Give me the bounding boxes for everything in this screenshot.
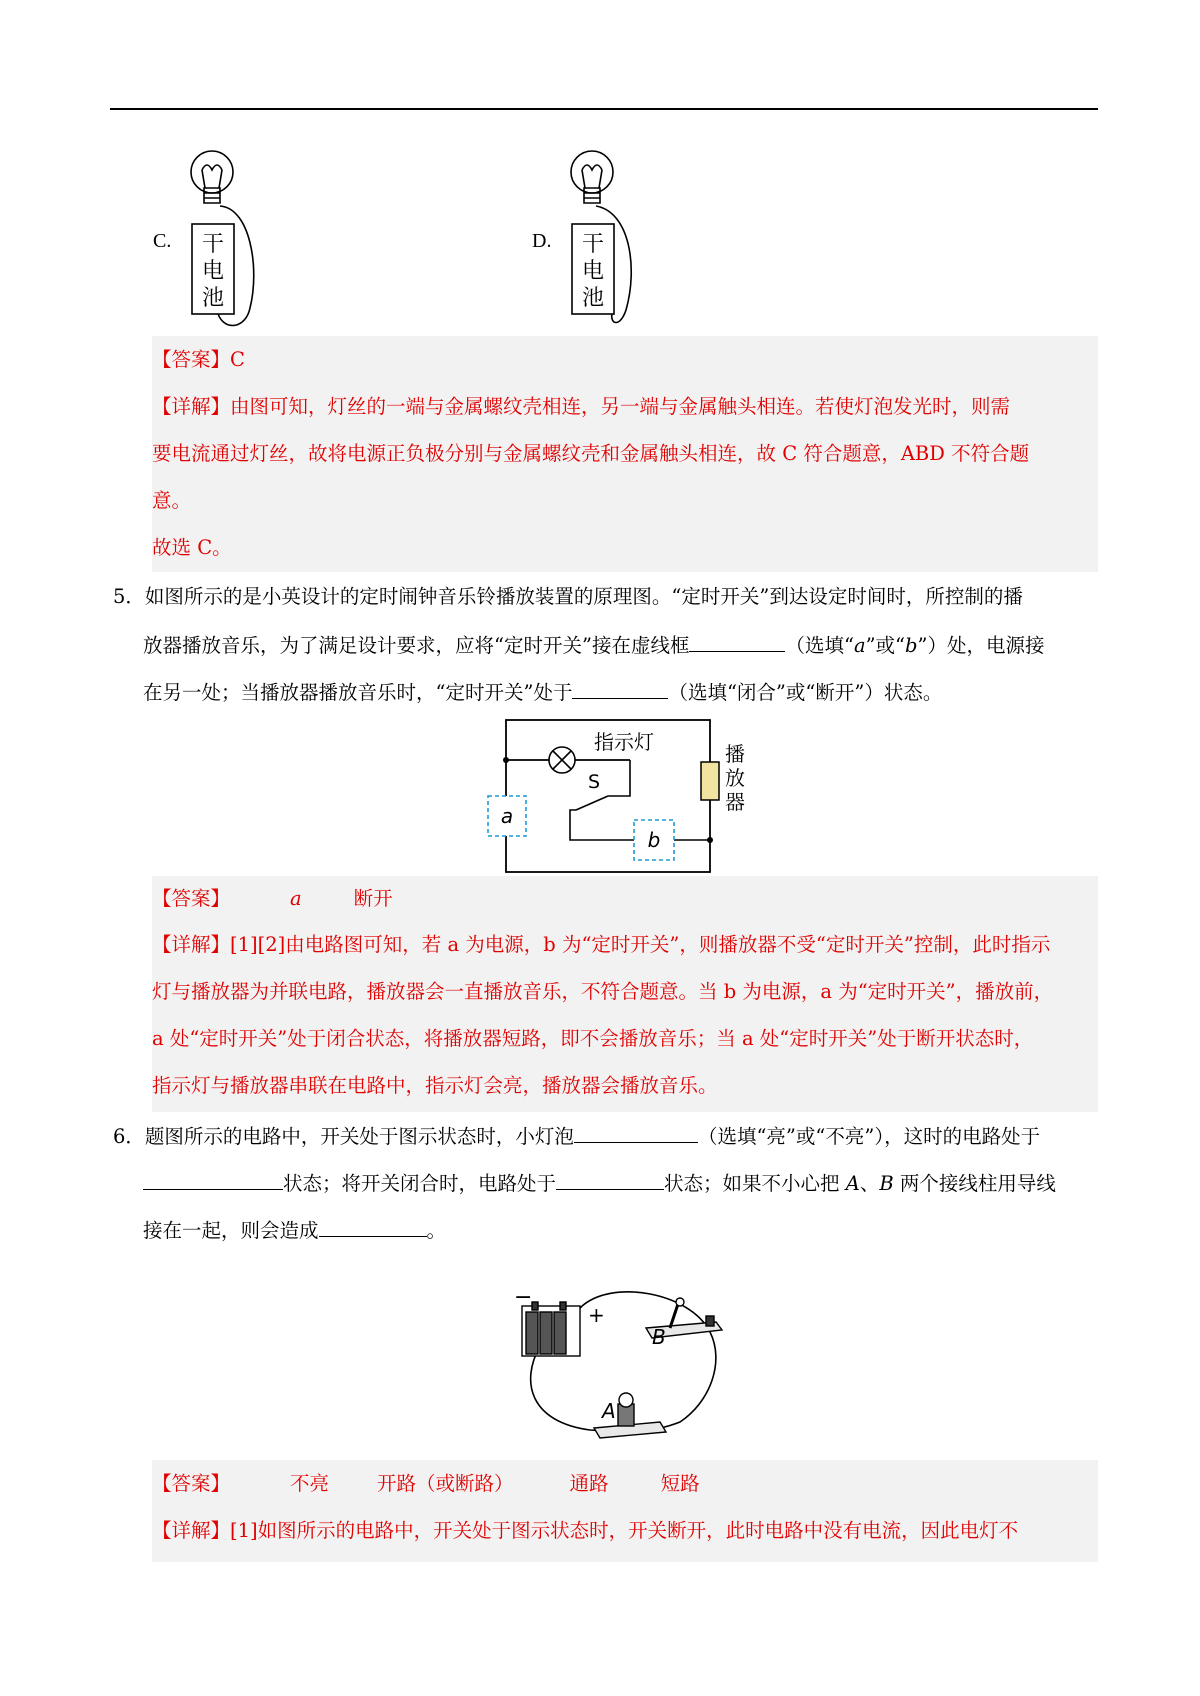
player-label-3: 器 [725,790,745,814]
answer-1: a [290,887,302,910]
box-b-label: b [647,828,661,852]
q5-line-1 [113,582,1023,612]
q6-answer [152,1469,700,1499]
answer-tag: 【答案】 [152,348,231,371]
text: 题图所示的电路中，开关处于图示状态时，小灯泡 [144,1125,574,1148]
answer-tag: 【答案】 [152,1472,231,1495]
answer-1: 不亮 [290,1472,330,1495]
terminal-a-label: A [602,1399,616,1423]
text: ”或“ [865,634,906,657]
option-d-label: D. [532,230,552,252]
q4-detail-line-1 [152,392,1010,422]
text: A [845,1172,860,1195]
text: 在另一处；当播放器播放音乐时，“定时开关”处于 [143,681,573,704]
text: 、 [859,1172,880,1195]
q5-circuit-diagram [480,716,760,876]
answer-tag: 【答案】 [152,887,231,910]
option-c-label: C. [153,230,172,252]
detail-text: 由图可知，灯丝的一端与金属螺纹壳相连，另一端与金属触头相连。若使灯泡发光时，则需 [230,395,1011,418]
q5-answer [152,884,393,914]
q6-line-3 [143,1214,446,1246]
terminal-b-label: B [652,1325,666,1349]
answer-blank[interactable] [689,629,785,652]
text: （选填“亮”或“不亮”），这时的电路处于 [697,1125,1041,1148]
q6-circuit-picture [510,1282,730,1442]
q6-line-2 [143,1167,1056,1199]
switch-label: S [588,771,601,793]
answer-blank[interactable] [319,1214,427,1237]
minus-label: − [514,1285,533,1310]
q6-line-1 [113,1120,1040,1152]
question-number: 5． [113,585,145,608]
plus-label: + [588,1303,605,1327]
question-text: 如图所示的是小英设计的定时闹钟音乐铃播放装置的原理图。“定时开关”到达设定时间时，所控制的播 [144,585,1023,608]
option-c-figure [180,148,270,334]
q5-detail-line-4: 指示灯与播放器串联在电路中，指示灯会亮，播放器会播放音乐。 [152,1074,718,1097]
text: 状态；将开关闭合时，电路处于 [283,1172,557,1195]
q4-answer [152,345,245,375]
q5-line-2 [143,629,1045,661]
answer-4: 短路 [660,1472,700,1495]
player-label-1: 播 [725,742,745,766]
battery-char-3: 池 [581,286,605,311]
box-a-label: a [500,804,514,828]
q4-detail-line-4: 故选 C。 [152,536,232,559]
player-label-2: 放 [725,766,745,790]
text: 接在一起，则会造成 [143,1219,319,1242]
q5-detail-line-1 [152,930,1050,960]
detail-tag: 【详解】 [152,933,231,956]
battery-char-1: 干 [201,232,225,257]
bulb-icon [191,151,233,203]
q5-detail-line-3: a 处“定时开关”处于闭合状态，将播放器短路，即不会播放音乐；当 a 处“定时开关”处于断开状态时， [152,1027,1034,1050]
answer-2: 断开 [353,887,393,910]
detail-tag: 【详解】 [152,1519,231,1542]
header-rule [110,108,1098,110]
question-number: 6． [113,1125,145,1148]
text: ”）处，电源接 [917,634,1045,657]
text: 两个接线柱用导线 [893,1172,1056,1195]
answer-3: 通路 [569,1472,609,1495]
q5-detail-line-2: 灯与播放器为并联电路，播放器会一直播放音乐，不符合题意。当 b 为电源，a 为“定时开关”，播放前， [152,980,1054,1003]
answer-blank[interactable] [572,676,668,699]
bulb-icon [571,151,613,203]
detail-text: [1]如图所示的电路中，开关处于图示状态时，开关断开，此时电路中没有电流，因此电灯不 [230,1519,1019,1542]
text: B [879,1172,894,1195]
lamp-icon [549,747,575,773]
lamp-label: 指示灯 [594,730,654,754]
text: 放器播放音乐，为了满足设计要求，应将“定时开关”接在虚线框 [143,634,690,657]
text: b [905,634,918,657]
detail-text: [1][2]由电路图可知，若 a 为电源，b 为“定时开关”，则播放器不受“定时开关”控制，此时指示 [230,933,1051,956]
text: 。 [426,1219,447,1242]
answer-2: 开路（或断路） [377,1472,514,1495]
option-d-figure [560,148,650,334]
player-icon [701,762,719,800]
q5-line-3 [143,676,942,708]
battery-char-3: 池 [201,286,225,311]
q6-detail-line-1 [152,1516,1018,1546]
text: a [853,634,866,657]
q4-detail-line-2: 要电流通过灯丝，故将电源正负极分别与金属螺纹壳和金属触头相连，故 C 符合题意，ABD 不符合题 [152,442,1030,465]
q4-detail-line-3: 意。 [152,489,192,512]
battery-char-1: 干 [581,232,605,257]
text: （选填“闭合”或“断开”）状态。 [668,681,943,704]
text: 状态；如果不小心把 [664,1172,846,1195]
battery-icon [522,1302,580,1356]
battery-char-2: 电 [201,259,225,284]
battery-char-2: 电 [581,259,605,284]
answer-blank[interactable] [143,1167,283,1190]
answer-blank[interactable] [574,1120,698,1143]
answer-value: C [230,348,245,371]
detail-tag: 【详解】 [152,395,231,418]
answer-blank[interactable] [556,1167,664,1190]
text: （选填“ [785,634,854,657]
